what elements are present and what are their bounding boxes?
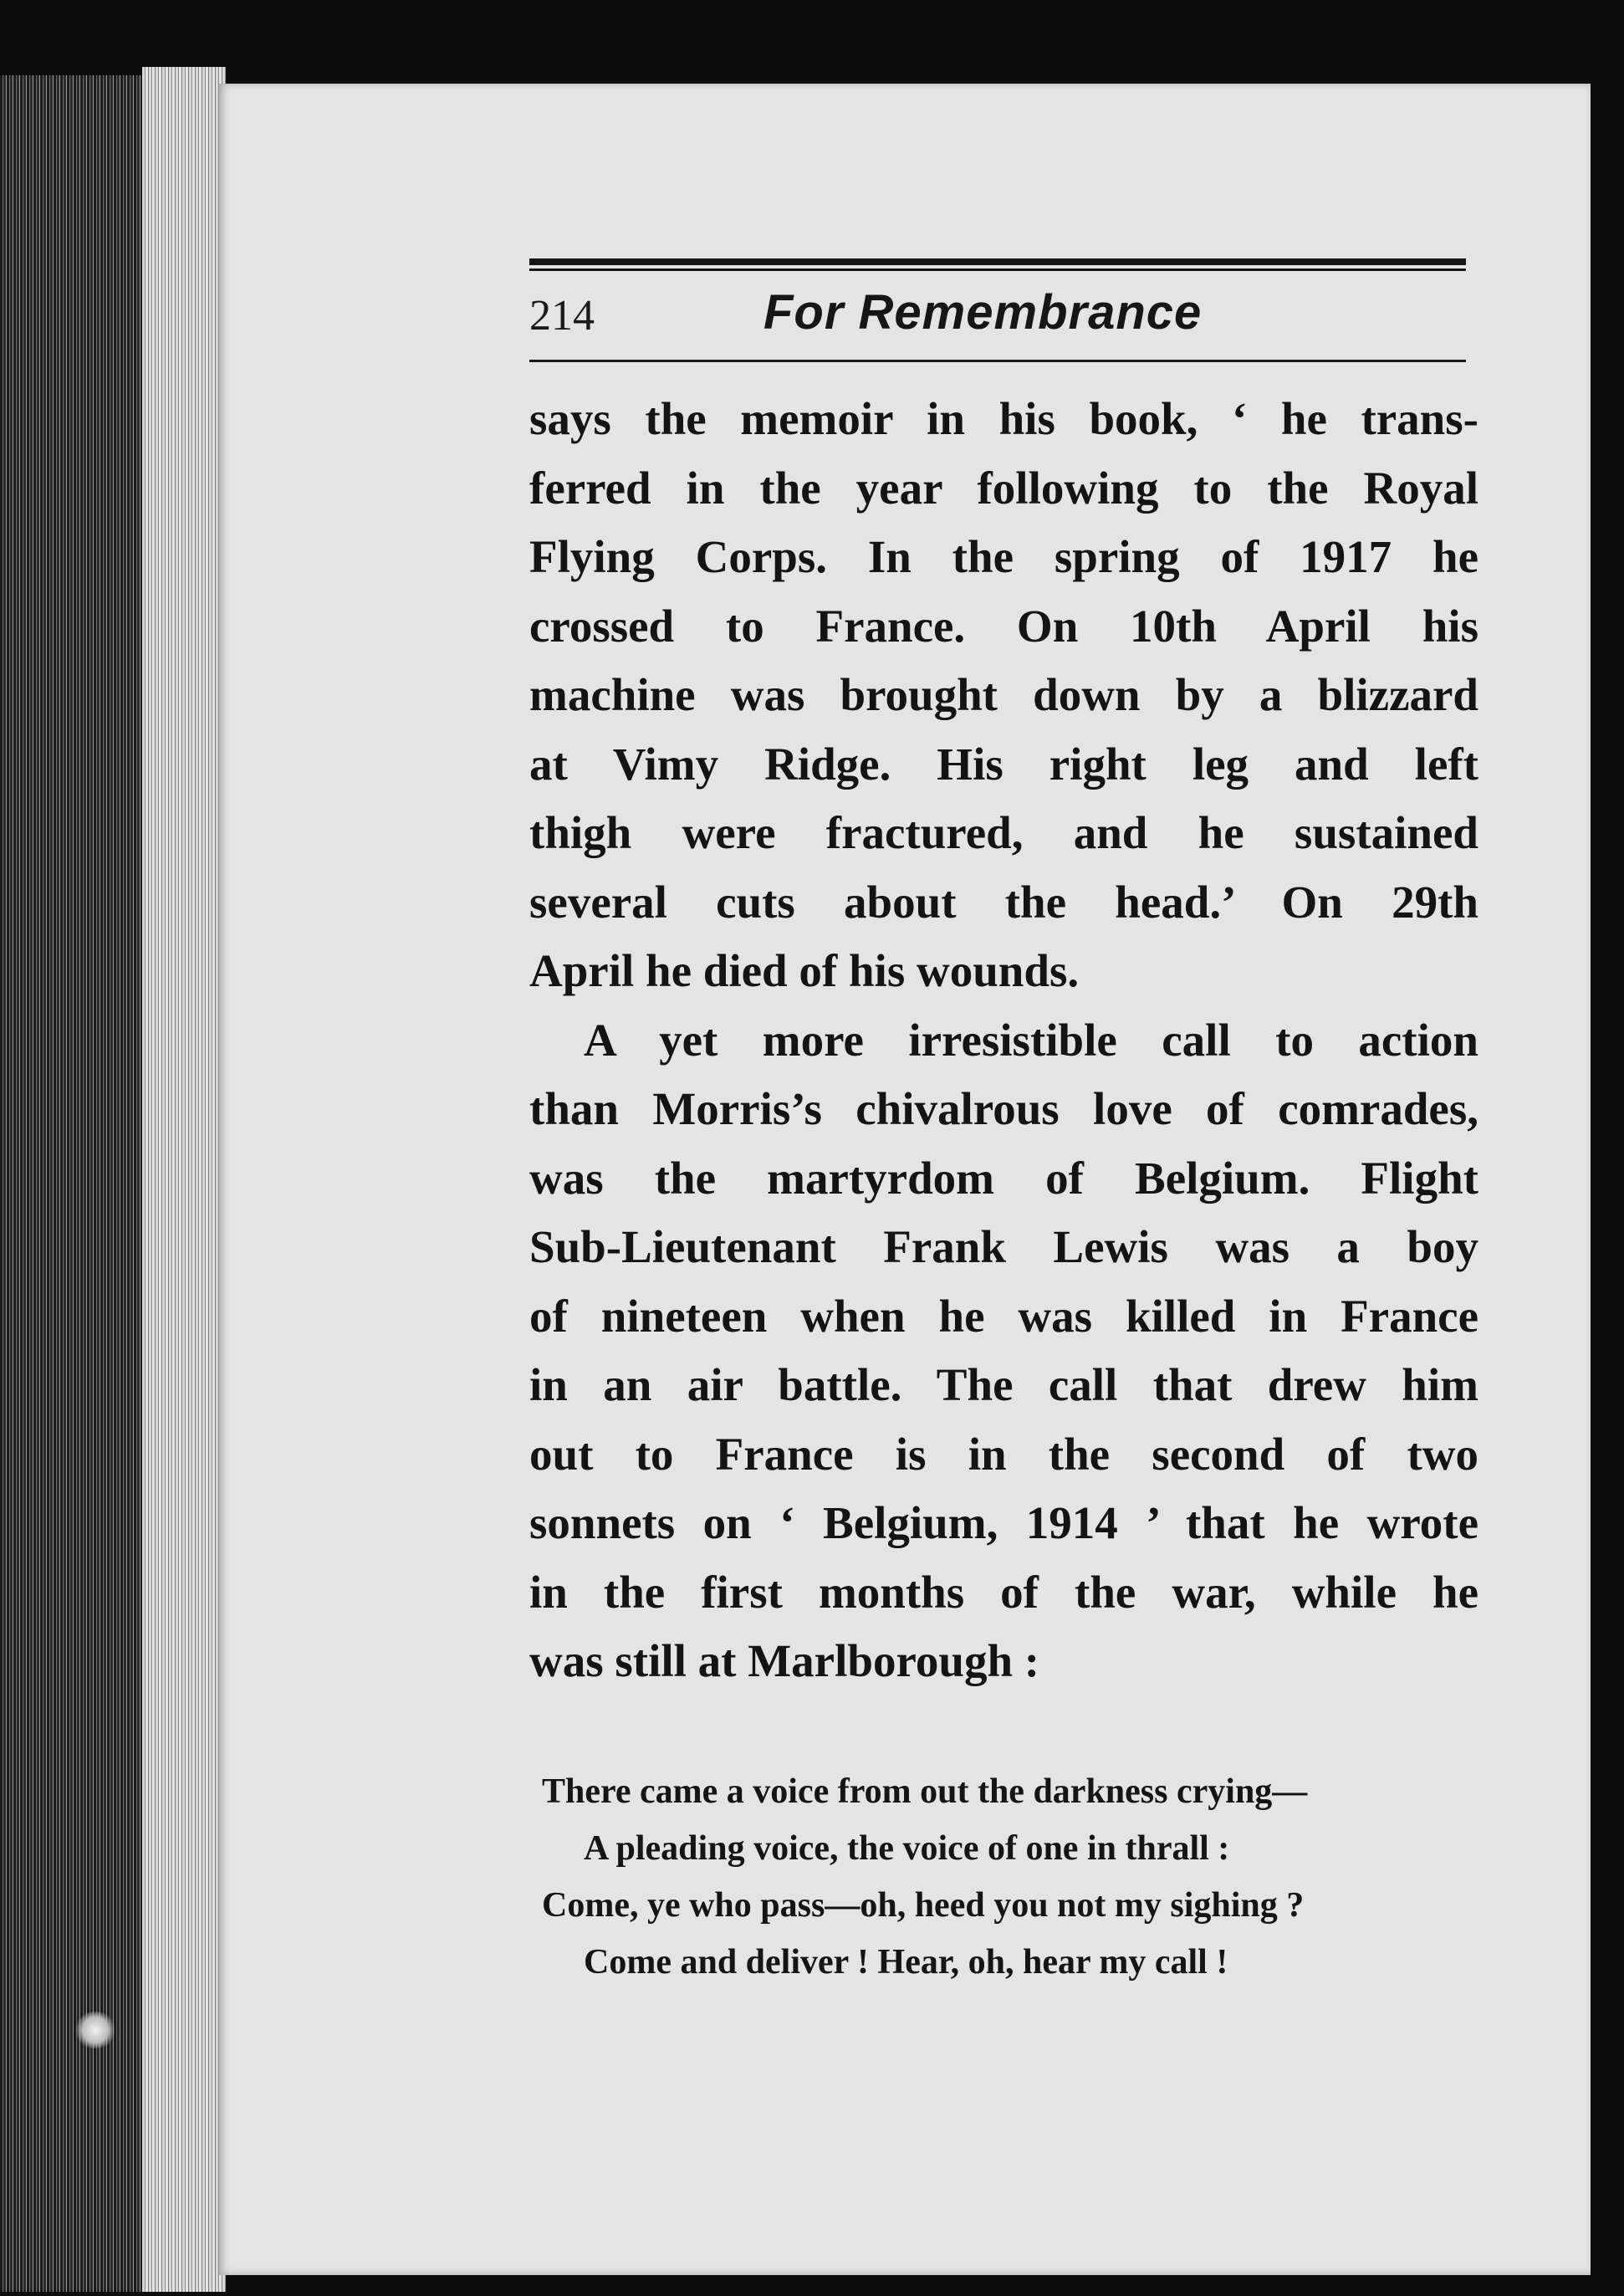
body-line: in an air battle. The call that drew him xyxy=(529,1359,1478,1410)
body-line: out to France is in the second of two xyxy=(529,1428,1478,1480)
running-title: For Remembrance xyxy=(763,285,1203,340)
body-line: Flying Corps. In the spring of 1917 he xyxy=(529,531,1478,582)
body-line: ferred in the year following to the Royal xyxy=(529,462,1478,514)
header-rule-bottom xyxy=(529,360,1466,362)
verse-quote xyxy=(542,1763,1487,1991)
body-line: thigh were fractured, and he sustained xyxy=(529,807,1478,858)
verse-line: Come, ye who pass—oh, heed you not my sighing ? xyxy=(542,1886,1305,1925)
body-line: says the memoir in his book, ‘ he trans- xyxy=(529,393,1478,444)
body-line: machine was brought down by a blizzard xyxy=(529,669,1478,720)
book-page-edges-light xyxy=(142,67,226,2292)
body-line: several cuts about the head.’ On 29th xyxy=(529,876,1478,928)
page-number: 214 xyxy=(529,292,595,340)
body-line: was the martyrdom of Belgium. Flight xyxy=(529,1152,1478,1204)
verse-line: A pleading voice, the voice of one in thrall : xyxy=(584,1829,1230,1868)
body-line: than Morris’s chivalrous love of comrades, xyxy=(529,1083,1478,1134)
verse-line: There came a voice from out the darkness crying— xyxy=(542,1772,1308,1811)
body-text xyxy=(529,385,1478,1696)
body-line: Sub-Lieutenant Frank Lewis was a boy xyxy=(529,1221,1478,1272)
body-line: crossed to France. On 10th April his xyxy=(529,600,1478,652)
body-line: sonnets on ‘ Belgium, 1914 ’ that he wrote xyxy=(529,1497,1478,1548)
body-line: April he died of his wounds. xyxy=(529,945,1080,996)
body-line: at Vimy Ridge. His right leg and left xyxy=(529,738,1478,790)
body-line: in the first months of the war, while he xyxy=(529,1566,1478,1618)
body-line: was still at Marlborough : xyxy=(529,1635,1040,1686)
body-line: A yet more irresistible call to action xyxy=(584,1014,1478,1066)
header-rule-top xyxy=(529,258,1466,265)
header-rule-top-thin xyxy=(529,268,1466,271)
edge-smudge xyxy=(74,2012,117,2048)
body-line: of nineteen when he was killed in France xyxy=(529,1290,1478,1342)
running-header xyxy=(529,284,1466,351)
verse-line: Come and deliver ! Hear, oh, hear my call ! xyxy=(584,1943,1228,1982)
